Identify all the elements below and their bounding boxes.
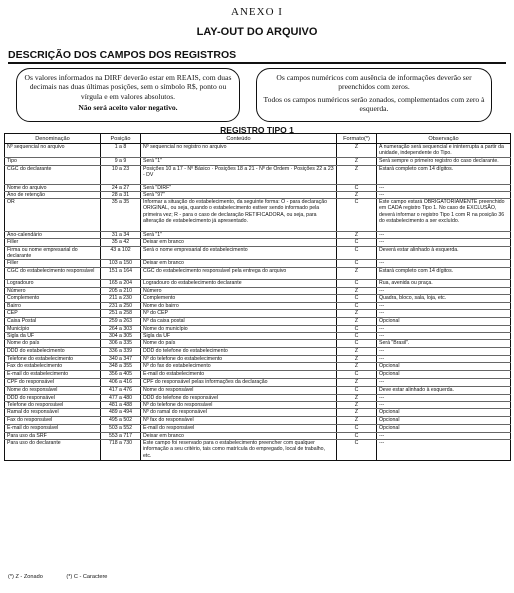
table-row [5, 165, 511, 184]
cell-position: 231 a 250 [101, 302, 141, 309]
cell-name: Complemento [5, 294, 101, 302]
cell-format: C [337, 239, 377, 246]
section-divider [8, 62, 506, 64]
table-row [5, 409, 511, 417]
cell-position: 151 a 164 [101, 267, 141, 279]
cell-format: Z [337, 287, 377, 294]
cell-observation: Deve estar alinhado à esquerda. [377, 386, 511, 394]
cell-format: C [337, 439, 377, 460]
cell-format: C [337, 340, 377, 348]
cell-observation: --- [377, 332, 511, 339]
cell-format: Z [337, 267, 377, 279]
cell-observation: Será "Brasil". [377, 340, 511, 348]
cell-content: DDD do telefone do responsável [141, 394, 337, 401]
table-row [5, 260, 511, 267]
cell-observation: Opcional [377, 363, 511, 370]
cell-position: 103 a 150 [101, 260, 141, 267]
cell-content: Nome do bairro [141, 302, 337, 309]
table-row [5, 402, 511, 409]
cell-format: Z [337, 310, 377, 317]
col-header-content: Conteúdo [141, 134, 337, 144]
cell-name: E-mail do estabelecimento [5, 370, 101, 378]
cell-position: 10 a 23 [101, 165, 141, 184]
cell-format: C [337, 302, 377, 309]
layout-table [4, 133, 511, 461]
cell-observation: --- [377, 348, 511, 356]
table-row [5, 157, 511, 165]
cell-content: CPF do responsável pelas informações da declaração [141, 378, 337, 386]
cell-content: Nome do país [141, 340, 337, 348]
cell-content: Informar a situação do estabelecimento, da seguinte forma: O - para declaração ORIGINAL, ou seja, quando o estabelecimento estiver sendo informado pela primeira vez; R - para o caso de declaração RETIFICADORA, ou seja, para alteração de estabelecimento já apresentado. [141, 199, 337, 232]
cell-observation: Opcional [377, 317, 511, 325]
table-row [5, 439, 511, 460]
cell-content: Nº do CEP [141, 310, 337, 317]
cell-name: Nome do arquivo [5, 184, 101, 191]
table-row [5, 279, 511, 287]
footnotes [8, 574, 129, 580]
cell-observation: --- [377, 439, 511, 460]
cell-format: C [337, 370, 377, 378]
cell-name: Para uso da SRF [5, 432, 101, 439]
cell-format: C [337, 260, 377, 267]
cell-name: Para uso do declarante [5, 439, 101, 460]
cell-observation: Opcional [377, 425, 511, 432]
cell-format: Z [337, 317, 377, 325]
cell-format: Z [337, 356, 377, 363]
note-values-emphasis: Não será aceito valor negativo. [78, 103, 178, 113]
cell-position: 417 a 476 [101, 386, 141, 394]
cell-position: 43 a 102 [101, 246, 141, 260]
cell-observation: --- [377, 302, 511, 309]
cell-observation: Opcional [377, 417, 511, 425]
table-row [5, 394, 511, 401]
cell-observation: --- [377, 287, 511, 294]
cell-position: 406 a 416 [101, 378, 141, 386]
cell-name: Logradouro [5, 279, 101, 287]
cell-position: 24 a 27 [101, 184, 141, 191]
table-row [5, 386, 511, 394]
cell-position: 348 a 355 [101, 363, 141, 370]
cell-content: Será "1" [141, 232, 337, 239]
cell-position: 35 a 42 [101, 239, 141, 246]
cell-position: 356 a 405 [101, 370, 141, 378]
cell-position: 1 a 8 [101, 144, 141, 158]
cell-name: CGC do declarante [5, 165, 101, 184]
cell-format: C [337, 279, 377, 287]
cell-name: CPF do responsável [5, 378, 101, 386]
cell-observation: --- [377, 378, 511, 386]
note-values-text: Os valores informados na DIRF deverão estar em REAIS, com duas decimais nas duas últimas posições, sem o símbolo R$, ponto ou vírgula e em valores absolutos. [24, 73, 232, 101]
cell-name: Nº sequencial no arquivo [5, 144, 101, 158]
cell-observation: --- [377, 184, 511, 191]
cell-name: E-mail do responsável [5, 425, 101, 432]
table-row [5, 325, 511, 332]
cell-content: Este campo foi reservado para o estabelecimento preencher com qualquer informação a seu critério, tais como matrícula do empregado, local de trabalho, etc. [141, 439, 337, 460]
cell-format: C [337, 332, 377, 339]
table-body [5, 144, 511, 461]
note-box-numeric [256, 68, 492, 122]
cell-content: Nome do município [141, 325, 337, 332]
cell-position: 35 a 35 [101, 199, 141, 232]
cell-content: DDD do telefone do estabelecimento [141, 348, 337, 356]
cell-content: Nº do ramal do responsável [141, 409, 337, 417]
col-header-name: Denominação [5, 134, 101, 144]
cell-content: Será "97" [141, 191, 337, 198]
cell-name: Ano-calendário [5, 232, 101, 239]
footnote-zoned: (*) Z - Zonado [8, 574, 43, 580]
cell-format: Z [337, 191, 377, 198]
footnote-char: (*) C - Caractere [66, 574, 108, 580]
cell-content: Será o nome empresarial do estabelecimento [141, 246, 337, 260]
cell-content: Nº fax do responsável [141, 417, 337, 425]
table-row [5, 239, 511, 246]
cell-content: Nº do fax do estabelecimento [141, 363, 337, 370]
register-title: REGISTRO TIPO 1 [220, 125, 294, 135]
table-row [5, 363, 511, 370]
table-row [5, 232, 511, 239]
cell-observation: --- [377, 325, 511, 332]
cell-name: Filler [5, 239, 101, 246]
cell-format: Z [337, 157, 377, 165]
cell-name: DDD do estabelecimento [5, 348, 101, 356]
cell-format: C [337, 199, 377, 232]
cell-observation: Opcional [377, 370, 511, 378]
cell-position: 259 a 263 [101, 317, 141, 325]
page-title: LAY-OUT DO ARQUIVO [196, 26, 318, 38]
cell-position: 481 a 488 [101, 402, 141, 409]
cell-observation: --- [377, 260, 511, 267]
cell-format: Z [337, 378, 377, 386]
cell-position: 503 a 552 [101, 425, 141, 432]
cell-name: DDD do responsável [5, 394, 101, 401]
table-row [5, 246, 511, 260]
cell-name: Firma ou nome empresarial do declarante [5, 246, 101, 260]
table-row [5, 348, 511, 356]
table-row [5, 356, 511, 363]
cell-format: C [337, 432, 377, 439]
note-numeric-line1: Os campos numéricos com ausência de informações deverão ser preenchidos com zeros. [276, 73, 472, 92]
cell-name: Telefone do estabelecimento [5, 356, 101, 363]
col-header-position: Posição [101, 134, 141, 144]
table-row [5, 144, 511, 158]
col-header-format: Formato(*) [337, 134, 377, 144]
cell-observation: Rua, avenida ou praça. [377, 279, 511, 287]
cell-content: Deixar em branco [141, 432, 337, 439]
cell-position: 304 a 305 [101, 332, 141, 339]
cell-content: Nº do telefone do estabelecimento [141, 356, 337, 363]
cell-position: 336 a 339 [101, 348, 141, 356]
cell-content: Será "DIRF" [141, 184, 337, 191]
table-row [5, 340, 511, 348]
table-row [5, 317, 511, 325]
cell-content: Nº do telefone do responsável [141, 402, 337, 409]
cell-observation: --- [377, 239, 511, 246]
section-heading: DESCRIÇÃO DOS CAMPOS DOS REGISTROS [8, 49, 237, 61]
cell-position: 489 a 494 [101, 409, 141, 417]
cell-format: Z [337, 417, 377, 425]
cell-content: Deixar em branco [141, 239, 337, 246]
cell-observation: Quadra, bloco, sala, loja, etc. [377, 294, 511, 302]
cell-position: 495 a 502 [101, 417, 141, 425]
cell-observation: Deverá estar alinhado à esquerda. [377, 246, 511, 260]
cell-observation: --- [377, 432, 511, 439]
cell-observation: Opcional [377, 409, 511, 417]
cell-name: Fax do estabelecimento [5, 363, 101, 370]
cell-format: Z [337, 394, 377, 401]
cell-name: Sigla da UF [5, 332, 101, 339]
cell-observation: Estará completo com 14 dígitos. [377, 165, 511, 184]
table-row [5, 370, 511, 378]
col-header-observation: Observação [377, 134, 511, 144]
cell-observation: --- [377, 232, 511, 239]
cell-name: CEP [5, 310, 101, 317]
cell-format: Z [337, 144, 377, 158]
cell-format: C [337, 325, 377, 332]
cell-position: 31 a 34 [101, 232, 141, 239]
table-row [5, 184, 511, 191]
cell-content: Logradouro do estabelecimento declarante [141, 279, 337, 287]
table-row [5, 310, 511, 317]
table-row [5, 191, 511, 198]
cell-format: C [337, 294, 377, 302]
table-row [5, 302, 511, 309]
cell-format: Z [337, 348, 377, 356]
cell-observation: --- [377, 310, 511, 317]
cell-position: 306 a 335 [101, 340, 141, 348]
cell-content: Nº da caixa postal [141, 317, 337, 325]
cell-position: 251 a 258 [101, 310, 141, 317]
table-row [5, 294, 511, 302]
cell-format: Z [337, 409, 377, 417]
table-row [5, 378, 511, 386]
cell-position: 340 a 347 [101, 356, 141, 363]
cell-content: Nome do responsável [141, 386, 337, 394]
table-row [5, 425, 511, 432]
cell-name: Telefone do responsável [5, 402, 101, 409]
cell-content: Sigla da UF [141, 332, 337, 339]
table-row [5, 332, 511, 339]
cell-position: 553 a 717 [101, 432, 141, 439]
note-box-values [16, 68, 240, 122]
cell-observation: Será sempre o primeiro registro do caso declarante. [377, 157, 511, 165]
cell-observation: Este campo estará OBRIGATORIAMENTE preenchido em CADA registro Tipo 1. No caso de EXCLUSÃO, deverá informar o registro Tipo 1 com R na posição 36 do estabelecimento a ser excluído. [377, 199, 511, 232]
cell-observation: --- [377, 394, 511, 401]
table-row [5, 417, 511, 425]
note-numeric-line2: Todos os campos numéricos serão zonados, complementados com zero à esquerda. [263, 94, 485, 114]
cell-content: Número [141, 287, 337, 294]
cell-position: 28 a 31 [101, 191, 141, 198]
cell-content: E-mail do responsável [141, 425, 337, 432]
cell-format: C [337, 246, 377, 260]
cell-format: Z [337, 232, 377, 239]
cell-format: Z [337, 165, 377, 184]
cell-name: Caixa Postal [5, 317, 101, 325]
cell-position: 211 a 230 [101, 294, 141, 302]
cell-format: Z [337, 402, 377, 409]
cell-name: Nome do responsável [5, 386, 101, 394]
cell-content: Será "1" [141, 157, 337, 165]
table-row [5, 432, 511, 439]
cell-content: Deixar em branco [141, 260, 337, 267]
cell-name: Município [5, 325, 101, 332]
cell-name: CGC do estabelecimento responsável [5, 267, 101, 279]
cell-observation: Estará completo com 14 dígitos. [377, 267, 511, 279]
cell-format: C [337, 386, 377, 394]
cell-position: 718 a 730 [101, 439, 141, 460]
cell-name: Fax do responsável [5, 417, 101, 425]
cell-observation: A numeração será sequencial e ininterrupta a partir da unidade, independente do Tipo. [377, 144, 511, 158]
cell-content: Nº sequencial no registro no arquivo [141, 144, 337, 158]
cell-name: OR [5, 199, 101, 232]
cell-name: Ano de retenção [5, 191, 101, 198]
table-row [5, 267, 511, 279]
cell-format: C [337, 184, 377, 191]
cell-observation: --- [377, 191, 511, 198]
cell-name: Número [5, 287, 101, 294]
cell-name: Bairro [5, 302, 101, 309]
cell-position: 165 a 204 [101, 279, 141, 287]
cell-position: 205 a 210 [101, 287, 141, 294]
cell-position: 9 a 9 [101, 157, 141, 165]
cell-content: Posições 10 a 17 - Nº Básico · Posições 18 a 21 - Nº de Ordem · Posições 22 a 23 - DV [141, 165, 337, 184]
cell-format: Z [337, 363, 377, 370]
cell-format: C [337, 425, 377, 432]
cell-content: CGC do estabelecimento responsável pela entrega do arquivo [141, 267, 337, 279]
cell-name: Tipo [5, 157, 101, 165]
cell-observation: --- [377, 356, 511, 363]
cell-position: 477 a 480 [101, 394, 141, 401]
cell-name: Filler [5, 260, 101, 267]
cell-observation: --- [377, 402, 511, 409]
table-header-row [5, 134, 511, 144]
cell-name: Nome do país [5, 340, 101, 348]
annex-label: ANEXO I [231, 6, 283, 18]
cell-content: Complemento [141, 294, 337, 302]
table-row [5, 199, 511, 232]
cell-content: E-mail do estabelecimento [141, 370, 337, 378]
cell-name: Ramal do responsável [5, 409, 101, 417]
cell-position: 264 a 303 [101, 325, 141, 332]
table-row [5, 287, 511, 294]
